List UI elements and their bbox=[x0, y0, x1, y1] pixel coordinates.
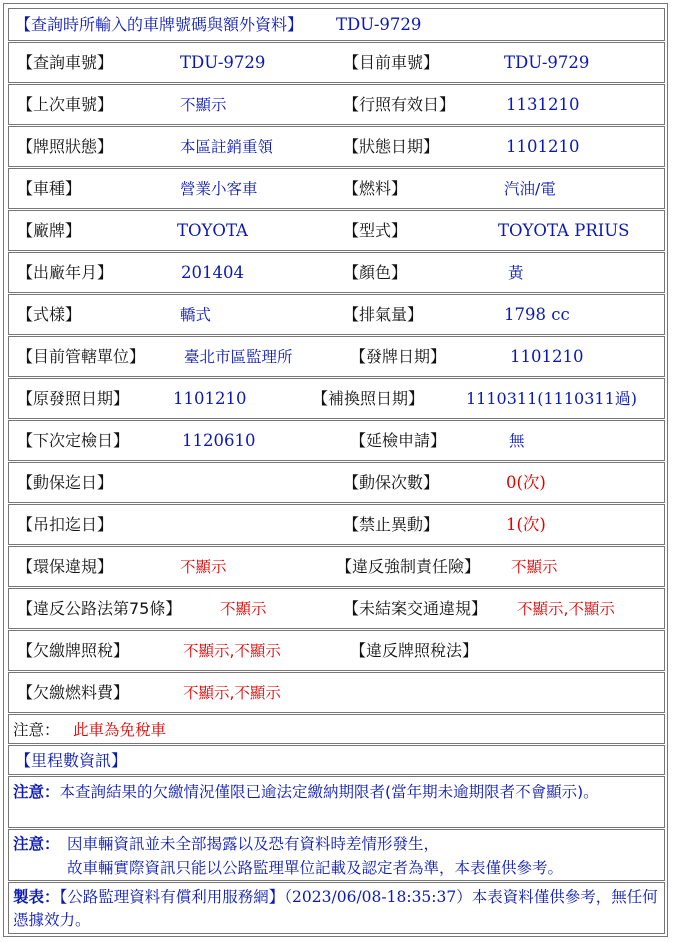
field-value: 本區註銷重領 bbox=[180, 138, 274, 156]
table-row bbox=[8, 504, 665, 545]
field-label: 【違反強制責任險】 bbox=[336, 557, 481, 576]
table-row bbox=[8, 126, 665, 167]
table-row bbox=[8, 630, 665, 671]
footer-paren-open: （ bbox=[284, 888, 293, 906]
field-value: TOYOTA bbox=[177, 221, 248, 240]
field-value: 不顯示 bbox=[220, 600, 267, 618]
query-header-plate: TDU-9729 bbox=[336, 15, 422, 34]
field-label: 【動保次數】 bbox=[343, 473, 440, 492]
note-overdue bbox=[8, 776, 665, 828]
field-value: 不顯示 bbox=[511, 558, 558, 576]
field-value: 1110311(1110311過) bbox=[466, 389, 638, 408]
table-row bbox=[8, 294, 665, 335]
field-label: 【上次車號】 bbox=[17, 95, 114, 114]
field-value: 不顯示,不顯示 bbox=[517, 600, 615, 618]
field-value: 不顯示 bbox=[180, 96, 227, 114]
field-value: 不顯示 bbox=[180, 558, 227, 576]
field-value: TDU-9729 bbox=[504, 53, 590, 72]
footer-paren-close: ） bbox=[456, 888, 472, 906]
field-value: 1120610 bbox=[182, 431, 256, 450]
note-line-1: 因車輛資訊並未全部揭露以及恐有資料時差情形發生， bbox=[67, 835, 440, 853]
field-value: 0(次) bbox=[506, 473, 546, 492]
field-value: 1101210 bbox=[173, 389, 247, 408]
field-value: 1(次) bbox=[506, 515, 546, 534]
field-label: 【目前管轄單位】 bbox=[17, 347, 146, 366]
note-label: 注意： bbox=[13, 835, 60, 853]
query-header bbox=[8, 8, 665, 41]
field-label: 【型式】 bbox=[343, 221, 408, 240]
field-label: 【動保迄日】 bbox=[17, 473, 114, 492]
note-disclaimer bbox=[8, 829, 665, 881]
note-line-2: 故車輛實際資訊只能以公路監理單位記載及認定者為準，本表僅供參考。 bbox=[67, 859, 564, 877]
note-body: 本查詢結果的欠繳情況僅限已逾法定繳納期限者(當年期未逾期限者不會顯示)。 bbox=[59, 783, 599, 801]
field-value: 汽油/電 bbox=[504, 180, 556, 198]
footer-text bbox=[13, 886, 658, 932]
notice-text: 此車為免稅車 bbox=[73, 721, 167, 739]
field-label: 【發牌日期】 bbox=[350, 347, 447, 366]
field-value: TDU-9729 bbox=[180, 53, 266, 72]
mileage-section-header bbox=[8, 745, 665, 775]
field-label: 【禁止異動】 bbox=[343, 515, 440, 534]
field-label: 【吊扣迄日】 bbox=[17, 515, 114, 534]
field-label: 【牌照狀態】 bbox=[17, 137, 114, 156]
table-row bbox=[8, 462, 665, 503]
field-label: 【狀態日期】 bbox=[343, 137, 440, 156]
field-value: 1101210 bbox=[506, 137, 580, 156]
field-label: 【廠牌】 bbox=[17, 221, 82, 240]
field-label: 【顏色】 bbox=[343, 263, 408, 282]
table-row bbox=[8, 420, 665, 461]
tax-exempt-notice bbox=[8, 714, 665, 744]
field-value: 臺北市區監理所 bbox=[184, 348, 293, 366]
note-label: 注意： bbox=[13, 783, 60, 801]
field-label: 【查詢車號】 bbox=[17, 53, 114, 72]
footer-tail: 本表資料僅供參考，無任何憑據效力。 bbox=[13, 888, 658, 929]
field-value: 轎式 bbox=[180, 306, 212, 324]
field-label: 【車種】 bbox=[17, 179, 82, 198]
footer-source-name: 【公路監理資料有償利用服務網】 bbox=[59, 888, 285, 906]
field-value: 1798 cc bbox=[504, 305, 570, 324]
field-value: TOYOTA PRIUS bbox=[498, 221, 630, 240]
mileage-title: 【里程數資訊】 bbox=[15, 751, 128, 770]
table-row bbox=[8, 588, 665, 629]
field-value: 1101210 bbox=[510, 347, 584, 366]
footer-label: 製表： bbox=[13, 888, 60, 906]
field-label: 【違反公路法第75條】 bbox=[17, 599, 182, 618]
field-value: 無 bbox=[509, 432, 525, 450]
field-label: 【行照有效日】 bbox=[343, 95, 456, 114]
table-row bbox=[8, 252, 665, 293]
field-label: 【下次定檢日】 bbox=[17, 431, 130, 450]
field-value: 201404 bbox=[181, 263, 244, 282]
field-value: 不顯示,不顯示 bbox=[183, 642, 281, 660]
field-label: 【目前車號】 bbox=[343, 53, 440, 72]
table-row bbox=[8, 672, 665, 713]
field-label: 【式樣】 bbox=[17, 305, 82, 324]
field-label: 【未結案交通違規】 bbox=[343, 599, 488, 618]
field-label: 【補換照日期】 bbox=[312, 389, 425, 408]
field-value: 黃 bbox=[508, 264, 524, 282]
footer-timestamp: 2023/06/08-18:35:37 bbox=[292, 888, 457, 906]
table-row bbox=[8, 168, 665, 209]
field-label: 【違反牌照稅法】 bbox=[350, 641, 479, 660]
field-label: 【出廠年月】 bbox=[17, 263, 114, 282]
field-label: 【原發照日期】 bbox=[17, 389, 130, 408]
footer-source bbox=[8, 882, 665, 934]
field-value: 營業小客車 bbox=[180, 180, 258, 198]
report-frame bbox=[3, 3, 668, 937]
field-value: 1131210 bbox=[506, 95, 580, 114]
query-header-title: 【查詢時所輸入的車牌號碼與額外資料】 bbox=[15, 15, 304, 34]
table-row bbox=[8, 546, 665, 587]
notice-label: 注意： bbox=[13, 721, 60, 739]
field-label: 【延檢申請】 bbox=[350, 431, 447, 450]
field-label: 【燃料】 bbox=[343, 179, 408, 198]
table-row bbox=[8, 210, 665, 251]
field-label: 【環保違規】 bbox=[17, 557, 114, 576]
note-overdue-text bbox=[13, 780, 658, 804]
table-row bbox=[8, 84, 665, 125]
table-row bbox=[8, 378, 665, 419]
field-label: 【排氣量】 bbox=[343, 305, 424, 324]
table-row bbox=[8, 42, 665, 83]
field-label: 【欠繳牌照稅】 bbox=[17, 641, 130, 660]
table-row bbox=[8, 336, 665, 377]
field-value: 不顯示,不顯示 bbox=[183, 684, 281, 702]
field-label: 【欠繳燃料費】 bbox=[17, 683, 130, 702]
